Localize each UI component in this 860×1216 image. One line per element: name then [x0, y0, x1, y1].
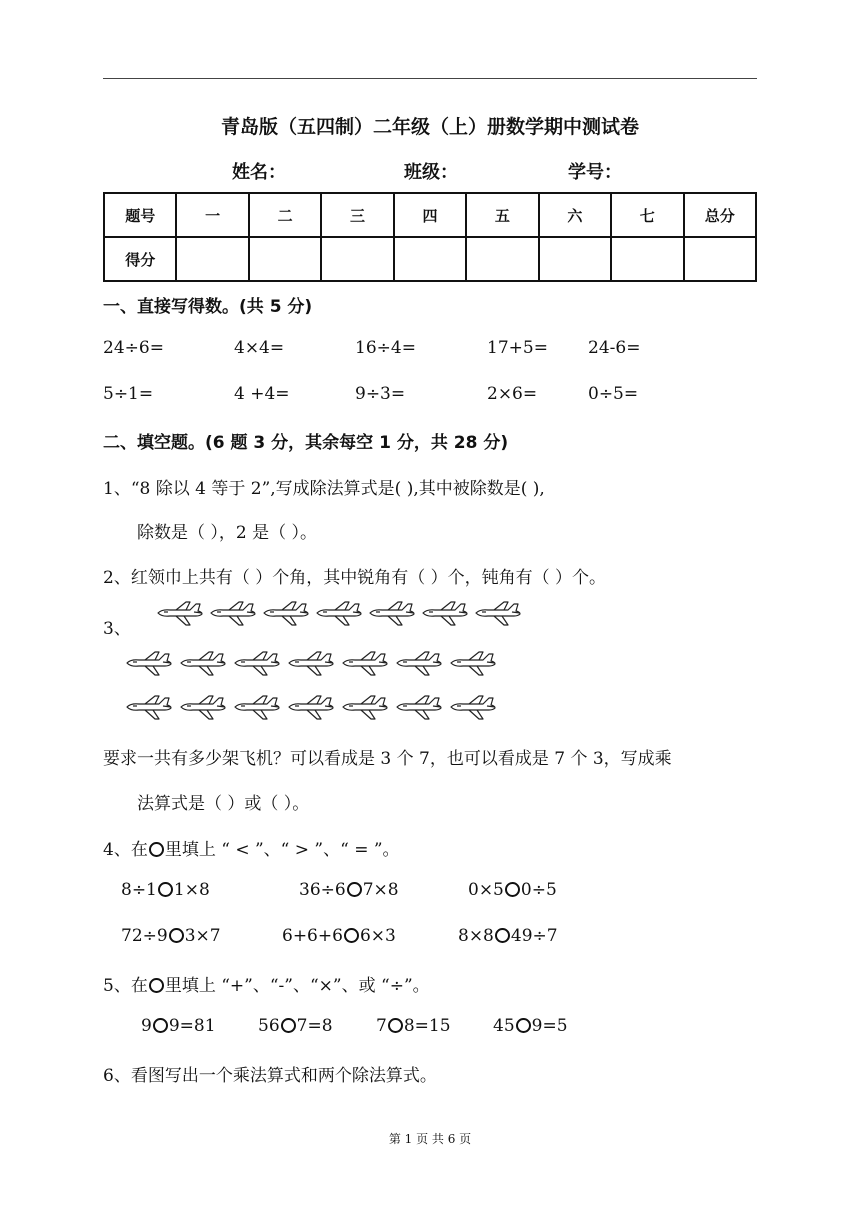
question-4-label-rest: 里填上 “ < ”、“ > ”、“ = ”。 — [164, 840, 400, 860]
calc-item: 17+5= — [487, 338, 548, 358]
score-input-cell[interactable] — [611, 237, 683, 281]
page-title: 青岛版（五四制）二年级（上）册数学期中测试卷 — [220, 116, 639, 138]
question-5-label: 5、在 — [103, 976, 148, 996]
airplane-icon — [421, 600, 469, 626]
calc-item: 16÷4= — [355, 338, 416, 358]
operator-item — [258, 1016, 333, 1036]
blank-circle[interactable] — [505, 882, 520, 897]
question-6: 6、看图写出一个乘法算式和两个除法算式。 — [103, 1066, 437, 1086]
score-header-cell: 四 — [394, 193, 466, 237]
operand: 9 — [141, 1016, 152, 1036]
score-table-header-row — [104, 193, 756, 237]
question-1-line-2: 除数是（ ），2 是（ ）。 — [137, 523, 318, 543]
circle-icon — [149, 842, 164, 857]
question-3-label: 3、 — [103, 619, 131, 639]
score-header-cell: 二 — [249, 193, 321, 237]
circle-icon — [149, 978, 164, 993]
section1-heading: 一、直接写得数。(共 5 分) — [103, 297, 313, 317]
airplane-icon — [449, 650, 497, 676]
compare-right: 3×7 — [184, 926, 221, 946]
question-4-label: 4、在 — [103, 840, 148, 860]
airplane-icon — [449, 694, 497, 720]
airplane-icon — [341, 650, 389, 676]
operand: 7=8 — [296, 1016, 333, 1036]
question-3-line-1: 要求一共有多少架飞机？可以看成是 3 个 7，也可以看成是 7 个 3，写成乘 — [103, 749, 672, 769]
compare-left: 8÷1 — [121, 880, 157, 900]
score-row-label: 得分 — [104, 237, 176, 281]
airplane-icon — [179, 650, 227, 676]
blank-circle[interactable] — [388, 1018, 403, 1033]
compare-item — [282, 926, 396, 946]
airplane-icon — [315, 600, 363, 626]
calc-item: 0÷5= — [588, 384, 639, 404]
airplane-icon — [262, 600, 310, 626]
section2-heading: 二、填空题。(6 题 3 分，其余每空 1 分，共 28 分) — [103, 433, 509, 453]
compare-right: 7×8 — [362, 880, 399, 900]
score-header-cell: 六 — [539, 193, 611, 237]
compare-right: 1×8 — [173, 880, 210, 900]
airplane-icon — [368, 600, 416, 626]
blank-circle[interactable] — [153, 1018, 168, 1033]
airplane-icon — [287, 650, 335, 676]
compare-item — [121, 880, 210, 900]
score-input-cell[interactable] — [539, 237, 611, 281]
score-input-cell[interactable] — [684, 237, 757, 281]
airplane-icon — [341, 694, 389, 720]
score-input-cell[interactable] — [321, 237, 393, 281]
calc-item: 4 +4= — [234, 384, 290, 404]
score-header-cell: 三 — [321, 193, 393, 237]
blank-circle[interactable] — [516, 1018, 531, 1033]
operand: 9=5 — [531, 1016, 568, 1036]
score-header-cell: 五 — [466, 193, 538, 237]
airplane-icon — [395, 694, 443, 720]
operator-item — [493, 1016, 568, 1036]
operand: 56 — [258, 1016, 280, 1036]
calc-item: 24-6= — [588, 338, 641, 358]
calc-item: 2×6= — [487, 384, 538, 404]
compare-right: 49÷7 — [510, 926, 558, 946]
calc-item: 9÷3= — [355, 384, 406, 404]
operator-item — [141, 1016, 216, 1036]
operator-item — [376, 1016, 451, 1036]
blank-circle[interactable] — [344, 928, 359, 943]
blank-circle[interactable] — [158, 882, 173, 897]
airplane-icon — [156, 600, 204, 626]
airplane-icon — [287, 694, 335, 720]
operand: 8=15 — [403, 1016, 451, 1036]
student-number-label: 学号： — [568, 162, 622, 183]
calc-item: 5÷1= — [103, 384, 154, 404]
question-1-line-1: 1、“8 除以 4 等于 2”,写成除法算式是( ),其中被除数是( ), — [103, 479, 545, 499]
airplane-icon — [233, 650, 281, 676]
compare-item — [121, 926, 221, 946]
compare-left: 72÷9 — [121, 926, 168, 946]
question-5-prompt — [103, 971, 430, 996]
question-5-label-rest: 里填上 “+”、“-”、“×”、或 “÷”。 — [164, 976, 430, 996]
score-header-cell: 一 — [176, 193, 248, 237]
score-table-score-row — [104, 237, 756, 281]
compare-item — [468, 880, 557, 900]
airplane-icon — [179, 694, 227, 720]
score-input-cell[interactable] — [176, 237, 248, 281]
top-rule — [103, 78, 757, 79]
compare-left: 6+6+6 — [282, 926, 343, 946]
blank-circle[interactable] — [281, 1018, 296, 1033]
blank-circle[interactable] — [347, 882, 362, 897]
compare-left: 0×5 — [468, 880, 504, 900]
score-input-cell[interactable] — [249, 237, 321, 281]
airplane-icon — [125, 694, 173, 720]
operand: 7 — [376, 1016, 387, 1036]
score-table — [103, 192, 757, 282]
question-3-line-2: 法算式是（ ）或（ ）。 — [137, 794, 310, 814]
calc-item: 4×4= — [234, 338, 285, 358]
compare-right: 0÷5 — [520, 880, 557, 900]
score-header-cell: 总分 — [684, 193, 757, 237]
airplane-icon — [209, 600, 257, 626]
compare-left: 36÷6 — [299, 880, 346, 900]
operand: 45 — [493, 1016, 515, 1036]
compare-left: 8×8 — [458, 926, 494, 946]
compare-item — [458, 926, 558, 946]
score-input-cell[interactable] — [394, 237, 466, 281]
compare-right: 6×3 — [359, 926, 396, 946]
name-label: 姓名： — [232, 162, 286, 183]
airplane-icon — [395, 650, 443, 676]
question-2: 2、红领巾上共有（ ）个角，其中锐角有（ ）个，钝角有（ ）个。 — [103, 568, 607, 588]
compare-item — [299, 880, 399, 900]
airplane-icon — [125, 650, 173, 676]
blank-circle[interactable] — [495, 928, 510, 943]
score-header-cell: 七 — [611, 193, 683, 237]
score-input-cell[interactable] — [466, 237, 538, 281]
score-header-cell: 题号 — [104, 193, 176, 237]
class-label: 班级： — [404, 162, 458, 183]
page-footer: 第 1 页 共 6 页 — [388, 1132, 472, 1146]
question-4-prompt — [103, 835, 400, 860]
calc-item: 24÷6= — [103, 338, 164, 358]
blank-circle[interactable] — [169, 928, 184, 943]
airplane-icon — [474, 600, 522, 626]
operand: 9=81 — [168, 1016, 216, 1036]
airplane-icon — [233, 694, 281, 720]
